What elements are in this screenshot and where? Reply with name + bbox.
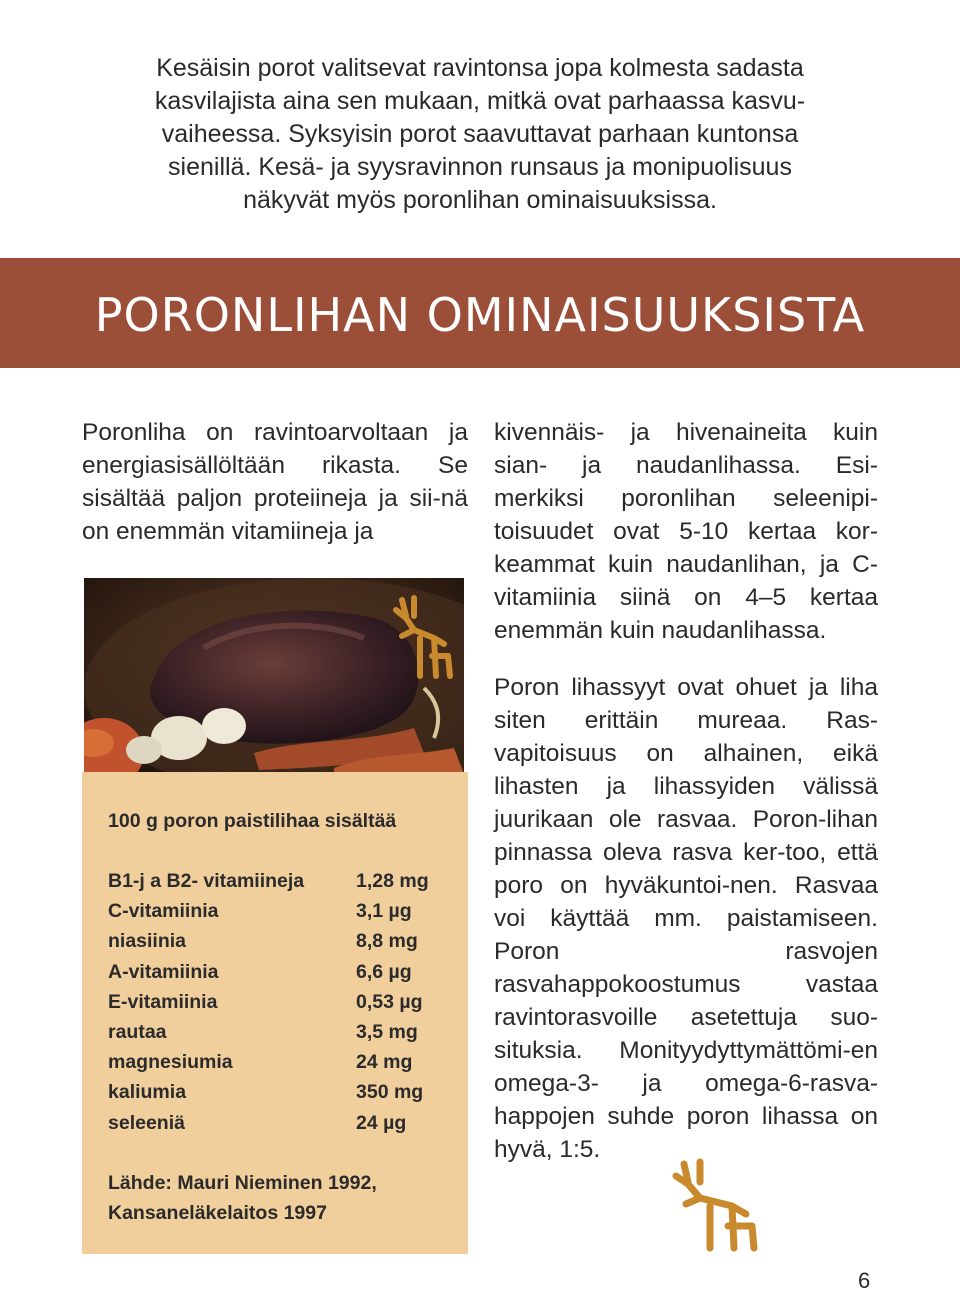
nutrient-value: 24 mg [356,1051,413,1074]
section-title: PORONLIHAN OMINAISUUKSISTA [94,288,866,342]
nutrient-row [108,1108,468,1138]
source-citation [108,1168,468,1228]
nutrient-value: 0,53 µg [356,990,423,1013]
right-column-text [494,416,878,1166]
nutrient-row [108,896,468,926]
nutrition-info-box [82,772,468,1254]
intro-line: vaiheessa. Syksyisin porot saavuttavat parhaan kuntonsa [161,120,799,148]
nutrient-row [108,1077,468,1107]
nutrient-name: seleeniä [108,1111,185,1134]
left-paragraph: Poronliha on ravintoarvoltaan ja energiasisällöltään rikasta. Se sisältää paljon proteiineja ja sii-nä on enemmän vitamiineja ja [82,419,468,545]
nutrient-value: 1,28 mg [356,870,429,892]
nutrient-value: 8,8 mg [356,930,418,953]
nutrient-row [108,866,468,896]
nutrient-name: A-vitamiinia [108,960,219,983]
nutrient-value: 6,6 µg [356,960,412,983]
nutrient-name: niasiinia [108,930,187,953]
nutrient-row [108,926,468,956]
nutrient-row [108,1047,468,1077]
right-paragraph-1: kivennäis- ja hivenaineita kuin sian- ja naudanlihassa. Esi-merkiksi poronlihan seleenipi-toisuudet ovat 5-10 kertaa kor-keammat kuin naudanlihan, ja C-vitamiinia siinä on 4–5 kertaa enemmän kuin naudanlihassa. [494,419,878,644]
intro-line: sienillä. Kesä- ja syysravinnon runsaus ja monipuolisuus [168,153,792,181]
nutrient-value: 3,1 µg [356,900,412,923]
right-paragraph-2: Poron lihassyyt ovat ohuet ja liha siten erittäin mureaa. Ras-vapitoisuus on alhainen, eikä lihasten ja lihassyiden välissä juurikaan ole rasvaa. Poron-lihan pinnassa oleva rasva ker-too, että poro on hyväkuntoi-nen. Rasvaa voi käyttää mm. paistamiseen. Poron rasvojen rasvahappokoostumus vastaa ravintorasvoille asetettuja suo-situksia. Monityydyttymättömi-en omega-3- ja omega-6-rasva-happojen suhde poron lihassa on hyvä, 1:5. [494,674,878,1163]
source-line: Lähde: Mauri Nieminen 1992, [108,1171,377,1194]
nutrient-value: 24 µg [356,1111,407,1134]
intro-line: näkyvät myös poronlihan ominaisuuksissa. [243,186,717,214]
nutrient-name: kaliumia [108,1081,187,1104]
nutrient-name: magnesiumia [108,1051,233,1074]
nutrient-value: 3,5 mg [356,1021,418,1044]
roast-reindeer-photo-illustration [84,578,464,774]
nutrient-name: rautaa [108,1021,167,1044]
roast-reindeer-photo [84,578,464,774]
nutrient-row [108,1017,468,1047]
intro-line: kasvilajista aina sen mukaan, mitkä ovat parhaassa kasvu- [154,87,806,115]
nutrient-value: 350 mg [356,1081,424,1104]
reindeer-rock-painting-icon [672,1158,762,1254]
source-line: Kansaneläkelaitos 1997 [108,1201,327,1224]
nutrient-name: E-vitamiinia [108,990,218,1013]
nutrient-name: B1-j a B2- vitamiineja [108,870,305,892]
section-banner [0,258,960,368]
nutrient-row [108,957,468,987]
nutrient-row [108,987,468,1017]
nutrition-title: 100 g poron paistilihaa sisältää [108,810,397,832]
intro-line: Kesäisin porot valitsevat ravintonsa jopa kolmesta sadasta [156,54,804,82]
left-column-text [82,416,468,548]
intro-text [80,52,880,217]
nutrient-name: C-vitamiinia [108,900,219,923]
page-number: 6 [858,1268,871,1292]
